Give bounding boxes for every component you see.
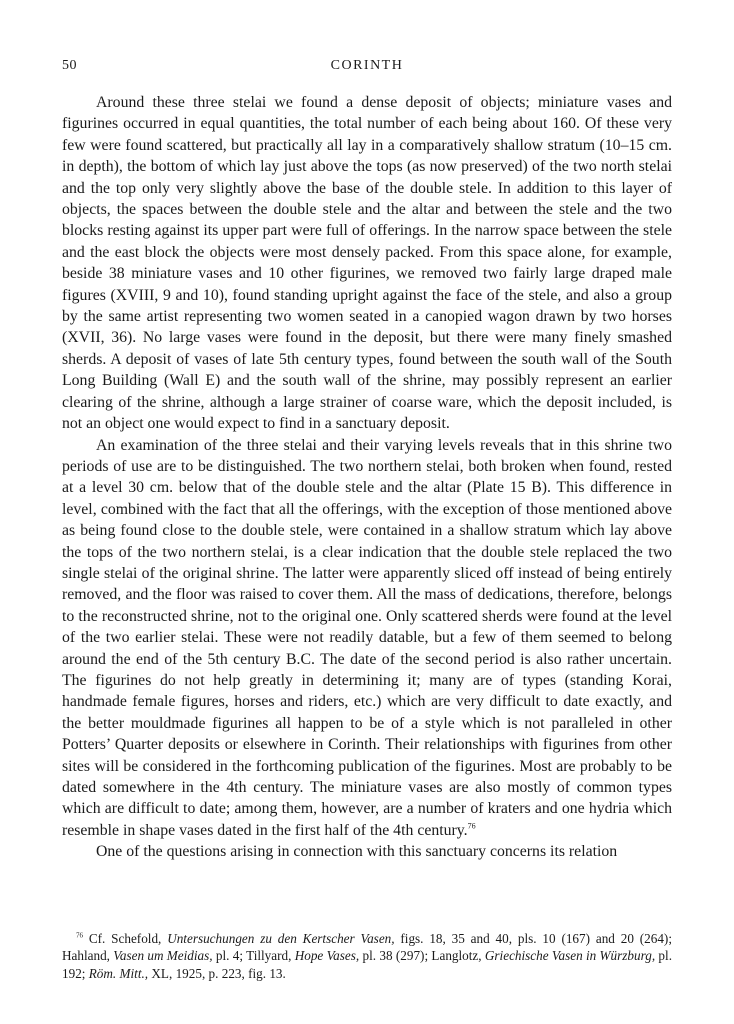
footnote-reference[interactable]: 76: [467, 821, 476, 831]
body-text: [62, 92, 672, 863]
paragraph-text: An examination of the three stelai and their varying levels reveals that in this shrine two periods of use are to be distinguished. The two northern stelai, both broken when found, rested at a level 30 cm. below that of the double stele and the altar (Plate 15 B). This difference in level, combined with the fact that all the offerings, with the exception of those mentioned above as being found close to the double stele, were contained in a shallow stratum which lay above the tops of the two northern stelai, is a clear indication that the double stele replaced the two single stelai of the original shrine. The latter were apparently sliced off instead of being entirely removed, and the floor was raised to cover them. All the mass of dedications, therefore, belongs to the reconstructed shrine, not to the original one. Only scattered sherds were found at the level of the two earlier stelai. These were not readily datable, but a few of them seemed to belong around the end of the 5th century B.C. The date of the second period is also rather uncertain. The figurines do not help greatly in determining it; many are of types (standing Korai, handmade female figures, horses and riders, etc.) which are very difficult to date exactly, and the better mouldmade figurines all happen to be of a style which is not paralleled in other Potters’ Quarter deposits or elsewhere in Corinth. Their relationships with figurines from other sites will be considered in the forthcoming publication of the figurines. Most are probably to be dated somewhere in the 4th century. The miniature vases are also mostly of common types which are difficult to date; among them, however, are a number of kraters and one hydria which resemble in shape vases dated in the first half of the 4th century.: [62, 436, 672, 839]
citation-title: Griechische Vasen in Würzburg,: [484, 948, 656, 964]
citation-title: Untersuchungen zu den Kertscher Vasen,: [167, 931, 395, 946]
paragraph: Around these three stelai we found a dense deposit of objects; miniature vases and figurines occurred in equal quantities, the total number of each being about 160. Of these very few were found scattered, but practically all lay in a comparatively shallow stratum (10–15 cm. in depth), the bottom of which lay just above the tops (as now preserved) of the two north stelai and the top only very slightly above the base of the double stele. In addition to this layer of objects, the spaces between the double stele and the altar and between the stele and the two blocks resting against its upper part were full of offerings. In the narrow space between the stele and the east block the objects were most densely packed. From this space alone, for example, beside 38 miniature vases and 10 other figurines, we removed two fairly large draped male figures (XVIII, 9 and 10), found standing upright against the face of the stele, and also a group by the same artist representing two women seated in a canopied wagon drawn by two horses (XVII, 36). No large vases were found in the deposit, but there were many finely smashed sherds. A deposit of vases of late 5th century types, found between the south wall of the South Long Building (Wall E) and the south wall of the shrine, may possibly represent an earlier clearing of the shrine, although a large strainer of coarse ware, which the deposit included, is not an object one would expect to find in a sanctuary deposit.: [62, 94, 672, 433]
paragraph: [62, 435, 672, 842]
running-head: CORINTH: [330, 58, 404, 73]
footnote-marker: 76: [76, 931, 83, 940]
footnote: [62, 930, 672, 982]
page-header: [62, 58, 672, 78]
citation-title: Hope Vases,: [294, 948, 360, 964]
footnote-text: $^{76}$ Cf. Schefold, Untersuchungen zu den Kertscher Vasen, figs. 18, 35 and 40, pls. 10 (167) and 20 (264); Hahland, Vasen um Meidias, pl. 4; Tillyard, Hope Vases, pl. 38 (297); Langlotz, Griechische Vasen in Würzburg, pl. 192; Röm. Mitt., XL, 1925, p. 223, fig. 13.: [62, 931, 672, 981]
paragraph: One of the questions arising in connection with this sanctuary concerns its relation: [96, 843, 618, 861]
citation-title: Röm. Mitt.,: [88, 965, 149, 981]
page-number: 50: [62, 58, 77, 73]
citation-title: Vasen um Meidias,: [113, 948, 213, 964]
